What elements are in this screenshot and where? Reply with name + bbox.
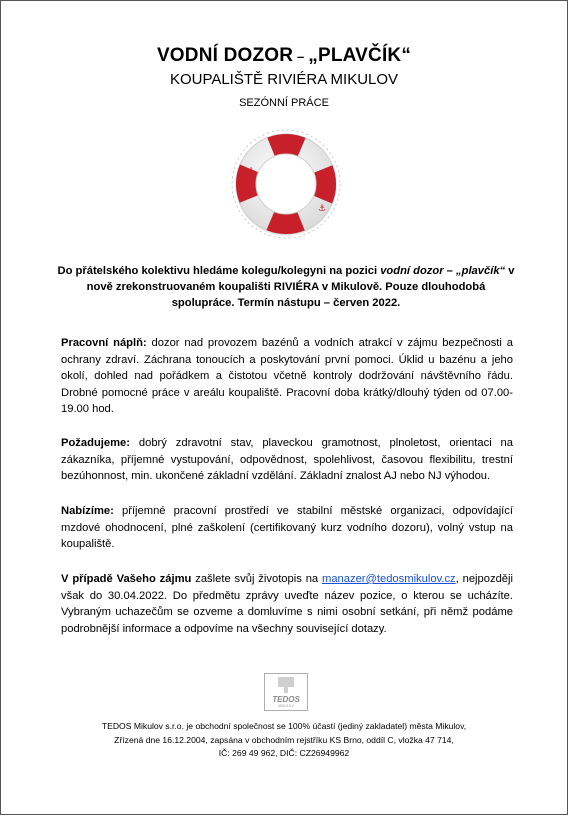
page-title — [1, 45, 567, 67]
logo-text: TEDOS — [272, 695, 300, 704]
title-dash: – — [293, 49, 309, 64]
contact-text-b: , nejpozději však do 30.04.2022. Do předmětu zprávy uveďte název pozice, o kterou se ucházíte. Vybraným uchazečům se ozveme a domluvíme s nimi osobní setkání, při němž podáme podrobnější informace a odpovíme na všechny související dotazy. — [61, 573, 513, 635]
offer-label: Nabízíme: — [61, 505, 114, 517]
work-label: Pracovní náplň: — [61, 337, 147, 349]
offer-text: příjemné pracovní prostředí ve stabilní městské organizaci, odpovídající mzdové ohodnocení, plné zaškolení (certifikovaný kurz vodního dozoru), volný vstup na koupaliště. — [61, 505, 513, 550]
season-label: SEZÓNNÍ PRÁCE — [239, 97, 329, 109]
intro-paragraph — [57, 263, 515, 311]
offer-section — [61, 503, 513, 553]
footer — [1, 720, 567, 761]
contact-label: V případě Vašeho zájmu — [61, 573, 192, 585]
svg-text:⚓: ⚓ — [246, 167, 256, 177]
contact-section — [61, 571, 513, 637]
footer-line-2: Zřízená dne 16.12.2004, zapsána v obchodním rejstříku KS Brno, oddíl C, vložka 47 714, — [114, 734, 454, 745]
email-link[interactable]: manazer@tedosmikulov.cz — [322, 573, 456, 585]
page-subtitle: KOUPALIŠTĚ RIVIÉRA MIKULOV — [169, 71, 399, 88]
title-part1: VODNÍ DOZOR — [156, 45, 294, 66]
footer-line-1: TEDOS Mikulov s.r.o. je obchodní společnost se 100% účastí (jediný zakladatel) města Mikulov, — [101, 721, 467, 731]
logo-subtext: MIKULOV — [278, 704, 294, 708]
tedos-logo — [264, 673, 308, 711]
title-part2: „PLAVČÍK“ — [308, 45, 412, 66]
requirements-text: dobrý zdravotní stav, plaveckou gramotnost, plnoletost, orientaci na zákazníka, příjemné vystupování, odpovědnost, spolehlivost, časovou flexibilitu, trestní bezúhonnost, min. ukončené základní vzdělání. Základní znalost AJ nebo NJ výhodou. — [61, 437, 513, 482]
work-section — [61, 335, 513, 418]
contact-text-a: zašlete svůj životopis na — [191, 573, 322, 585]
requirements-label: Požadujeme: — [61, 437, 131, 449]
requirements-section — [61, 435, 513, 485]
footer-line-3: IČ: 269 49 962, DIČ: CZ26949962 — [218, 748, 350, 758]
lifebuoy-icon — [229, 127, 343, 241]
svg-text:⚓: ⚓ — [317, 204, 327, 214]
work-text: dozor nad provozem bazénů a vodních atrakcí v zájmu bezpečnosti a ochrany zdraví. Záchrana tonoucích a poskytování první pomoci. Úklid u bazénu a jeho okolí, dohled nad pořádkem a čistotou včetně kontroly dodržování návštěvního řádu. Drobné pomocné práce v areálu koupaliště. Pracovní doba krátký/dlouhý týden od 07.00-19.00 hod. — [61, 337, 513, 415]
intro-position: vodní dozor – „plavčík“ — [380, 265, 506, 277]
intro-text-b: v nově zrekonstruovaném koupališti RIVIÉRA v Mikulově. Pouze dlouhodobá spolupráce. Termín nástupu – červen 2022. — [86, 265, 515, 309]
intro-text-a: Do přátelského kolektivu hledáme kolegu/kolegyni na pozici — [57, 265, 381, 277]
